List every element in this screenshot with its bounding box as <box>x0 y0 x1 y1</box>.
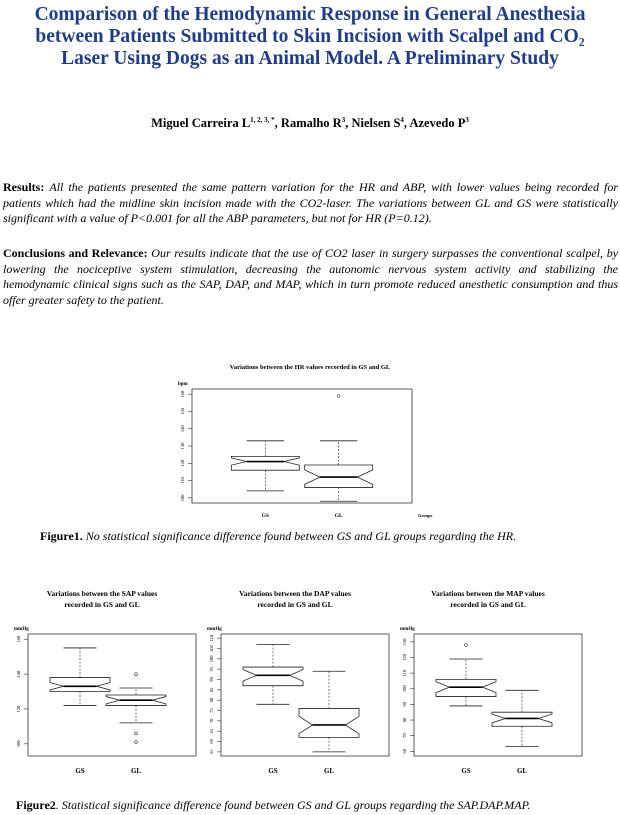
figure1-caption <box>40 529 516 544</box>
conclusions-paragraph <box>3 246 618 308</box>
conclusions-text: Our results indicate that the use of CO2 laser in surgery surpasses the conventional scalpel, by lowering the nociceptive system stimulation, decreasing the autonomic nervous system activity and stabilizing the hemodynamic clinical signs such as the SAP, DAP, and MAP, which in turn promote reduced anesthetic consumption and thus offer greater safety to the patient. <box>3 246 619 307</box>
y-axis-label: mmHg <box>207 627 222 632</box>
y-tick-label: 150 <box>180 408 185 415</box>
chart-title: Variations between the MAP values <box>431 589 545 598</box>
paper-title: Comparison of the Hemodynamic Response in General Anesthesia between Patients Submitted to Skin Incision with Scalpel and CO₂ Laser Using Dogs as an Animal Model. A Preliminary Study <box>34 4 586 69</box>
figure1-caption-text: No statistical significance difference found between GS and GL groups regarding the HR. <box>85 529 517 543</box>
outlier-point <box>135 732 138 735</box>
y-tick-label: 130 <box>402 638 407 646</box>
y-tick-label: 120 <box>16 705 21 713</box>
y-tick-label: 120 <box>180 459 185 467</box>
y-tick-label: 100 <box>16 740 21 748</box>
y-axis-label: mmHg <box>400 627 415 632</box>
y-tick-label: 60 <box>209 739 214 744</box>
author-affiliation: 1, 2, 3, * <box>250 116 275 124</box>
author-affiliation: 3 <box>465 116 469 124</box>
y-tick-label: 120 <box>402 654 407 661</box>
y-tick-label: 140 <box>16 670 21 678</box>
results-label: Results: <box>3 180 45 194</box>
hr-boxplot-figure <box>160 357 460 522</box>
outlier-point <box>337 395 340 398</box>
author-name: Ramalho R <box>280 116 342 131</box>
chart-title: Variations between the HR values recorded in GS and GL <box>229 364 391 371</box>
x-category-label: GL <box>516 767 528 775</box>
y-tick-label: 95 <box>209 666 214 672</box>
x-category-label: GL <box>334 513 343 519</box>
outlier-point <box>135 673 138 676</box>
figure1-label: Figure1. <box>40 529 83 543</box>
x-category-label: GS <box>268 767 278 775</box>
y-tick-label: 85 <box>209 687 214 693</box>
sap-boxplot-figure <box>12 585 202 780</box>
chart-title: Variations between the DAP values <box>239 589 351 598</box>
y-tick-label: 80 <box>402 717 407 723</box>
y-tick-label: 160 <box>180 390 185 398</box>
y-tick-label: 65 <box>209 728 214 734</box>
y-tick-label: 110 <box>180 477 185 484</box>
y-tick-label: 80 <box>209 697 214 703</box>
map-boxplot-figure <box>398 585 588 780</box>
figure2-caption: Figure2. Statistical significance difference found between GS and GL groups regarding the SAP.DAP.MAP. <box>16 798 531 812</box>
y-tick-label: 100 <box>402 685 407 693</box>
y-tick-label: 100 <box>209 655 214 663</box>
outlier-point <box>135 741 138 744</box>
plot-frame <box>192 389 412 503</box>
figure2-caption-text: Statistical significance difference found between GS and GL groups regarding the SAP.DAP.MAP. <box>61 798 531 812</box>
y-tick-label: 130 <box>180 442 185 450</box>
x-category-label: GS <box>261 513 270 519</box>
y-tick-label: 140 <box>180 425 185 433</box>
y-tick-label: 110 <box>209 634 214 642</box>
y-tick-label: 70 <box>209 718 214 724</box>
outlier-point <box>465 644 468 647</box>
chart-title: recorded in GS and GL <box>64 600 140 609</box>
chart-title: recorded in GS and GL <box>257 600 333 609</box>
author-name: Nielsen S <box>351 116 401 131</box>
author-name: Azevedo P <box>409 116 466 131</box>
y-tick-label: 90 <box>402 702 407 707</box>
y-tick-label: 70 <box>402 733 407 738</box>
box-GS <box>243 667 303 686</box>
box-GS <box>50 678 110 692</box>
author-list: Miguel Carreira $L^{1, 2, 3, *}$, Ramalho $R^3$, Nielsen $S^4$, Azevedo $P^3$ <box>151 116 469 131</box>
author-name: Miguel Carreira L <box>151 116 251 131</box>
x-category-label: GL <box>130 767 142 775</box>
y-axis-label: mmHg <box>14 627 29 632</box>
x-category-label: GL <box>323 767 335 775</box>
x-category-label: GS <box>75 767 85 775</box>
box-GL <box>305 465 373 487</box>
x-category-label: GS <box>461 767 471 775</box>
author-affiliation: 4 <box>400 116 404 124</box>
chart-title: Variations between the SAP values <box>46 589 158 598</box>
y-tick-label: 90 <box>209 677 214 682</box>
y-tick-label: 60 <box>402 749 407 754</box>
results-text: All the patients presented the same pattern variation for the HR and ABP, with lower values being recorded for patients which had the midline skin incision made with the CO2-laser. The variations between GL and GS were statistically significant with a value of P<0.001 for all the ABP parameters, but not for HR (P=0.12). <box>3 180 618 226</box>
y-tick-label: 110 <box>402 669 407 677</box>
figure2-label: Figure2 <box>16 798 56 812</box>
box-GL <box>299 708 359 737</box>
y-axis-label: bpm <box>178 382 188 387</box>
box-GS <box>231 456 299 470</box>
y-tick-label: 160 <box>16 635 21 643</box>
y-tick-label: 75 <box>209 708 214 713</box>
results-paragraph <box>3 180 618 227</box>
y-tick-label: 100 <box>180 494 185 502</box>
chart-title: recorded in GS and GL <box>450 600 526 609</box>
y-tick-label: 55 <box>209 749 214 755</box>
dap-boxplot-figure <box>205 585 395 780</box>
conclusions-label: Conclusions and Relevance: <box>3 246 148 260</box>
x-axis-label: Groups <box>418 513 433 518</box>
y-tick-label: 105 <box>209 645 214 652</box>
author-affiliation: 3 <box>341 116 346 124</box>
